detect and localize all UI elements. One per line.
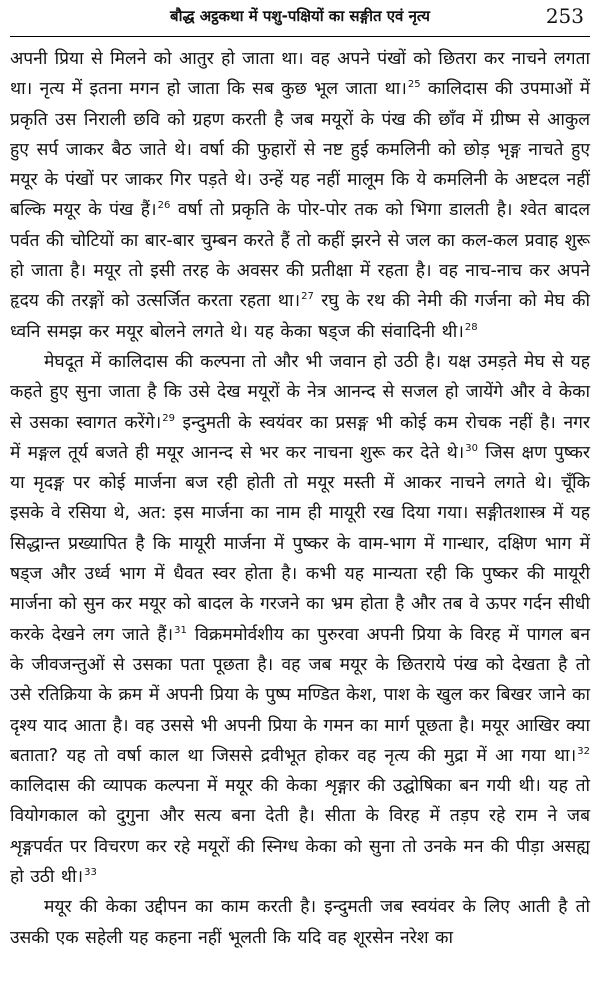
text-run: वर्षा तो प्रकृति के पोर-पोर तक को भिगा डालती है। श्वेत बादल पर्वत की चोटियों का बार-बार चुम्बन करते हैं तो कहीं झरने से जल का कल-कल प्रवाह शुरू हो जाता है। मयूर तो इसी तरह के अवसर की प्रतीक्षा में रहता है। वह नाच-नाच कर अपने हृदय की तरङ्गों को उत्सर्जित करता रहता था।	[10, 200, 590, 312]
footnote-marker: 28	[464, 321, 478, 333]
paragraph	[10, 44, 590, 347]
footnote-marker: 25	[407, 79, 421, 91]
text-run: अपनी प्रिया से मिलने को आतुर हो जाता था। वह अपने पंखों को छितरा कर नाचने लगता था। नृत्य में इतना मगन हो जाता कि सब कुछ भूल जाता था।	[10, 49, 590, 100]
page-number: 253	[545, 4, 584, 28]
page-header	[10, 2, 590, 37]
text-run: मयूर की केका उद्दीपन का काम करती है। इन्दुमती जब स्वयंवर के लिए आती है तो उसकी एक सहेली यह कहना नहीं भूलती कि यदि वह शूरसेन नरेश का	[10, 897, 590, 948]
page-body	[10, 44, 590, 953]
text-run: रघु के रथ की नेमी की गर्जना को मेघ की ध्वनि समझ कर मयूर बोलने लगते थे। यह केका षड्ज की संवादिनी थी।	[10, 291, 591, 342]
footnote-marker: 31	[174, 624, 187, 636]
text-run: कालिदास की व्यापक कल्पना में मयूर की केका शृङ्गार की उद्घोषिका बन गयी थी। यह तो वियोगकाल को दुगुना और सत्य बना देती है। सीता के विरह में तड़प रहे राम ने जब शृङ्गपर्वत पर विचरण कर रहे मयूरों की स्निग्ध केका को सुना तो उनके मन की पीड़ा असह्य हो उठी थी।	[10, 776, 590, 888]
text-run: विक्रममोर्वशीय का पुरुरवा अपनी प्रिया के विरह में पागल बन के जीवजन्तुओं से उसका पता पूछता है। वह जब मयूर के छितराये पंख को देखता है तो उसे रतिक्रिया के क्रम में अपनी प्रिया के पुष्प मण्डित केश, पाश के खुल कर बिखर जाने का दृश्य याद आता है। वह उससे भी अपनी प्रिया के गमन का मार्ग पूछता है। मयूर आखिर क्या बताता? यह तो वर्षा काल था जिससे द्रवीभूत होकर वह नृत्य की मुद्रा में आ गया था।	[10, 624, 591, 766]
footnote-marker: 33	[84, 867, 97, 879]
text-run: इन्दुमती के स्वयंवर का प्रसङ्ग भी कोई कम रोचक नहीं है। नगर में मङ्गल तूर्य बजते ही मयूर आनन्द से भर कर नाचना शुरू कर देते थे।	[10, 412, 591, 463]
text-run: जिस क्षण पुष्कर या मृदङ्ग पर कोई मार्जना बज रही होती तो मयूर मस्ती में आकर नाचने लगते थे। चूँकि इसके वे रसिया थे, अत: इस मार्जना का नाम ही मायूरी रख दिया गया। सङ्गीतशास्त्र में यह सिद्धान्त प्रख्यापित है कि मायूरी मार्जना में पुष्कर के वाम-भाग में गान्धार, दक्षिण भाग में षड्ज और उर्ध्व भाग में धैवत स्वर होता है। कभी यह मान्यता रही कि पुष्कर की मायूरी मार्जना को सुन कर मयूर को बादल के गरजने का भ्रम होता है और तब वे ऊपर गर्दन सीधी करके देखने लग जाते हैं।	[10, 442, 590, 645]
footnote-marker: 26	[157, 200, 171, 212]
footnote-marker: 27	[301, 291, 314, 303]
paragraph	[10, 347, 590, 892]
running-title: बौद्ध अट्ठकथा में पशु-पक्षियों का सङ्गीत एवं नृत्य	[170, 7, 430, 25]
text-run: कालिदास की उपमाओं में प्रकृति उस निराली छवि को ग्रहण करती है जब मयूरों के पंख की छाँव में ग्रीष्म से आकुल हुए सर्प जाकर बैठ जाते थे। वर्षा की फुहारों से नष्ट हुई कमलिनी को छोड़ भृङ्ग नाचते हुए मयूर के पंखों पर जाकर गिर पड़ते थे। उन्हें यह नहीं मालूम कि ये कमलिनी के अष्टदल नहीं बल्कि मयूर के पंख हैं।	[10, 79, 591, 221]
footnote-marker: 30	[465, 442, 479, 454]
text-run: मेघदूत में कालिदास की कल्पना तो और भी जवान हो उठी है। यक्ष उमड़ते मेघ से यह कहते हुए सुना जाता है कि उसे देख मयूरों के नेत्र आनन्द से सजल हो जायेंगे और वे केका से उसका स्वागत करेंगे।	[10, 351, 590, 433]
paragraph	[10, 892, 590, 953]
footnote-marker: 32	[577, 745, 590, 757]
footnote-marker: 29	[162, 412, 175, 424]
